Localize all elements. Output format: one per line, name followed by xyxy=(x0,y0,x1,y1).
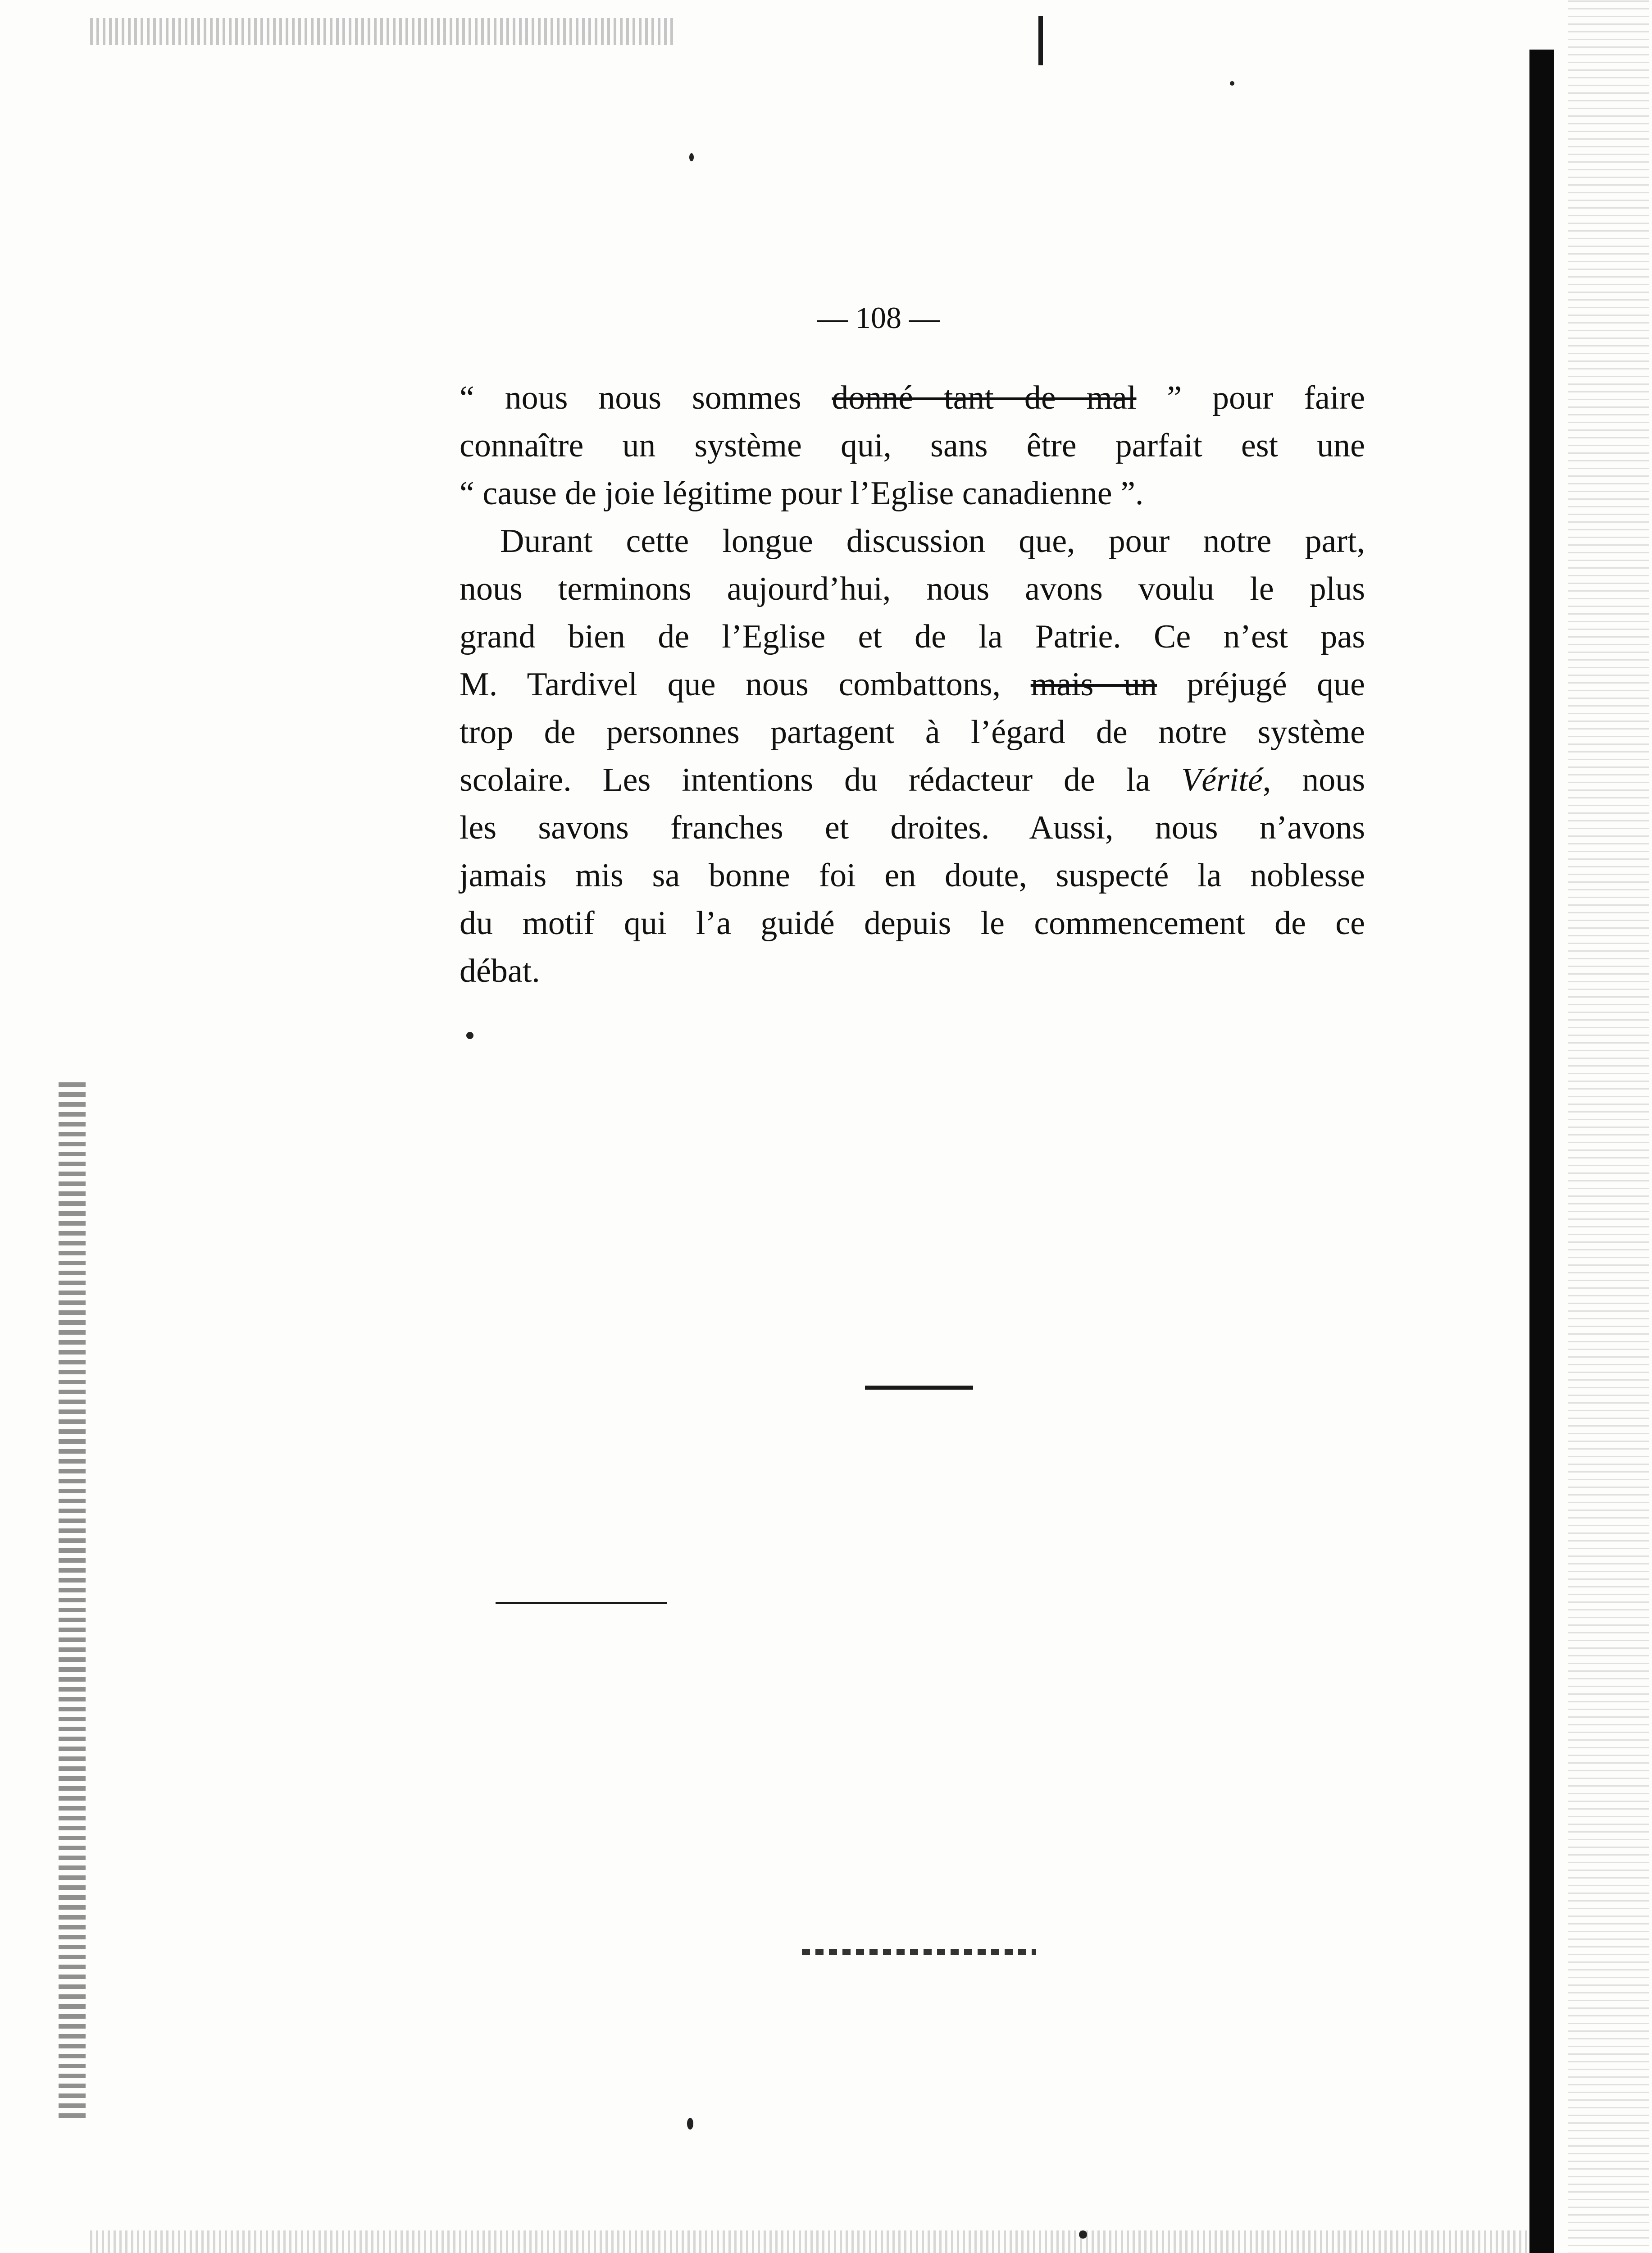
text-line: Durant cette longue discussion que, pour notre part, xyxy=(500,523,1365,560)
ornament-rule xyxy=(802,1949,1036,1955)
divider-rule xyxy=(496,1602,667,1604)
divider-rule xyxy=(865,1386,973,1390)
scan-edge-left xyxy=(59,1081,86,2118)
scan-edge-right xyxy=(1568,0,1649,2253)
text-line: grand bien de l’Eglise et de la Patrie. Ce n’est pas xyxy=(460,618,1365,655)
text-line: scolaire. Les intentions du rédacteur de la Vérité, nous xyxy=(460,762,1365,798)
body-text xyxy=(460,374,1365,995)
binding-shadow-bar xyxy=(1529,50,1554,2253)
ink-speck xyxy=(1079,2230,1087,2239)
text-line: trop de personnes partagent à l’égard de notre système xyxy=(460,714,1365,751)
text-line: “ cause de joie légitime pour l’Eglise canadienne ”. xyxy=(460,475,1144,512)
scan-edge-top xyxy=(90,18,676,45)
text-line: les savons franches et droites. Aussi, nous n’avons xyxy=(460,809,1365,846)
text-line: nous terminons aujourd’hui, nous avons voulu le plus xyxy=(460,570,1365,607)
ink-speck xyxy=(1230,81,1234,86)
page-number: — 108 — xyxy=(817,301,940,335)
struck-text: donné tant de mal xyxy=(832,379,1137,416)
text-line: du motif qui l’a guidé depuis le commencement de ce xyxy=(460,905,1365,942)
margin-mark xyxy=(1038,16,1043,65)
text-line: jamais mis sa bonne foi en doute, suspecté la noblesse xyxy=(460,857,1365,894)
scan-edge-bottom xyxy=(90,2230,1532,2253)
text-line: M. Tardivel que nous combattons, mais un préjugé que xyxy=(460,666,1365,703)
ink-speck xyxy=(687,2118,693,2130)
struck-text: mais un xyxy=(1030,666,1157,703)
text-line: “ nous nous sommes donné tant de mal ” pour faire xyxy=(460,379,1365,416)
publication-title: Vérité xyxy=(1181,762,1263,798)
ink-speck xyxy=(466,1032,473,1039)
ink-speck xyxy=(689,153,694,161)
text-line: connaître un système qui, sans être parfait est une xyxy=(460,427,1365,464)
text-line: débat. xyxy=(460,953,540,990)
